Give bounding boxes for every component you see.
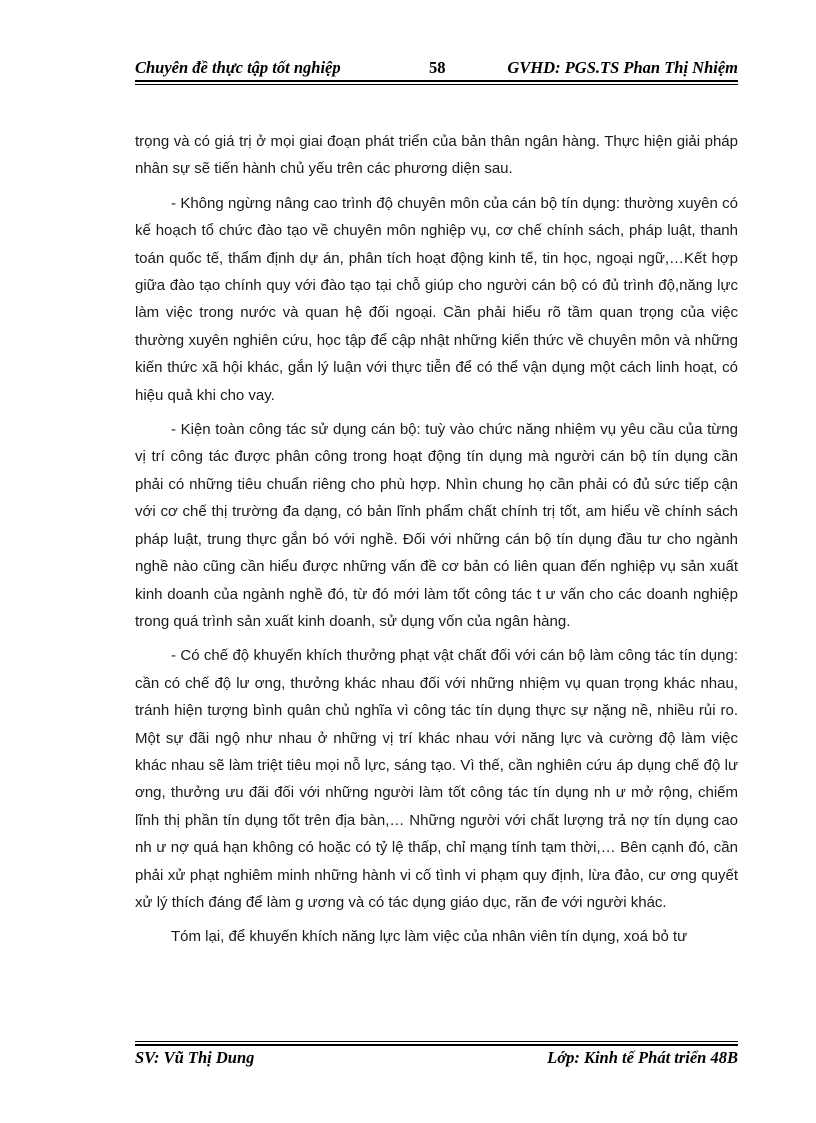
body-paragraph-3: - Kiện toàn công tác sử dụng cán bộ: tuỳ vào chức năng nhiệm vụ yêu cầu của từng vị trí công tác được phân công trong hoạt động tín dụng mà người cán bộ tín dụng cần phải có những tiêu chuẩn riêng cho phù hợp. Nhìn chung họ cần phải có đủ sức tiếp cận với cơ chế thị trường đa dạng, có bản lĩnh phẩm chất chính trị tốt, am hiểu về chính sách pháp luật, trung thực gắn bó với nghề. Đối với những cán bộ tín dụng đầu tư cho ngành nghề nào cũng cần hiểu được những vấn đề cơ bản có liên quan đến nghiệp vụ sản xuất kinh doanh của ngành nghề đó, từ đó mới làm tốt công tác t ư vấn cho các doanh nghiệp trong quá trình sản xuất kinh doanh, sử dụng vốn của ngân hàng. — [135, 421, 738, 630]
body-paragraph-2: - Không ngừng nâng cao trình độ chuyên môn của cán bộ tín dụng: thường xuyên có kế hoạch tổ chức đào tạo về chuyên môn nghiệp vụ, cơ chế chính sách, pháp luật, thanh toán quốc tế, thẩm định dự án, phân tích hoạt động kinh tế, tin học, ngoại ngữ,…Kết hợp giữa đào tạo chính quy với đào tạo tại chỗ giúp cho người cán bộ có đủ trình độ,năng lực làm việc trong nước và quan hệ đối ngoại. Cần phải hiểu rõ tầm quan trọng của việc thường xuyên nghiên cứu, học tập để cập nhật những kiến thức về chuyên môn và những kiến thức xã hội khác, gắn lý luận với thực tiễn để có thể vận dụng một cách linh hoạt, có hiệu quả khi cho vay. — [135, 194, 738, 404]
page-body — [135, 128, 738, 958]
footer-student: SV: Vũ Thị Dung — [135, 1048, 255, 1067]
body-paragraph-4: - Có chế độ khuyến khích thưởng phạt vật chất đối với cán bộ làm công tác tín dụng: cần có chế độ lư ơng, thưởng khác nhau đối với những nhiệm vụ quan trọng khác nhau, tránh hiện tượng bình quân chủ nghĩa vì công tác tín dụng thực sự nặng nề, nhiều rủi ro. Một sự đãi ngộ như nhau ở những vị trí khác nhau với năng lực và cường độ làm việc khác nhau sẽ làm triệt tiêu mọi nỗ lực, sáng tạo. Vì thế, cần nghiên cứu áp dụng chế độ lư ơng, thưởng ưu đãi đối với những người làm tốt công tác tín dụng nh ư mở rộng, chiếm lĩnh thị phần tín dụng tốt trên địa bàn,… Những người với chất lượng trả nợ tín dụng cao nh ư nợ quá hạn không có hoặc có tỷ lệ thấp, chỉ mạng tính tạm thời,… Bên cạnh đó, cần phải xử phạt nghiêm minh những hành vi cố tình vi phạm quy định, lừa đảo, cư ơng quyết xử lý thích đáng để làm g ương và có tác dụng giáo dục, răn đe với người khác. — [135, 647, 738, 911]
header-rule-thin — [135, 84, 738, 85]
body-paragraph-1: trọng và có giá trị ở mọi giai đoạn phát triển của bản thân ngân hàng. Thực hiện giải pháp nhân sự sẽ tiến hành chủ yếu trên các phương diện sau. — [135, 133, 738, 178]
page-footer — [135, 1046, 738, 1070]
header-rule-thick — [135, 80, 738, 82]
footer-rule-thin — [135, 1041, 738, 1042]
header-advisor: GVHD: PGS.TS Phan Thị Nhiệm — [507, 58, 738, 77]
page-number: 58 — [429, 58, 446, 77]
body-paragraph-5: Tóm lại, để khuyến khích năng lực làm việc của nhân viên tín dụng, xoá bỏ tư — [171, 928, 688, 946]
page-header — [135, 56, 738, 80]
footer-class: Lớp: Kinh tế Phát triển 48B — [547, 1048, 738, 1067]
header-title: Chuyên đề thực tập tốt nghiệp — [135, 58, 341, 77]
